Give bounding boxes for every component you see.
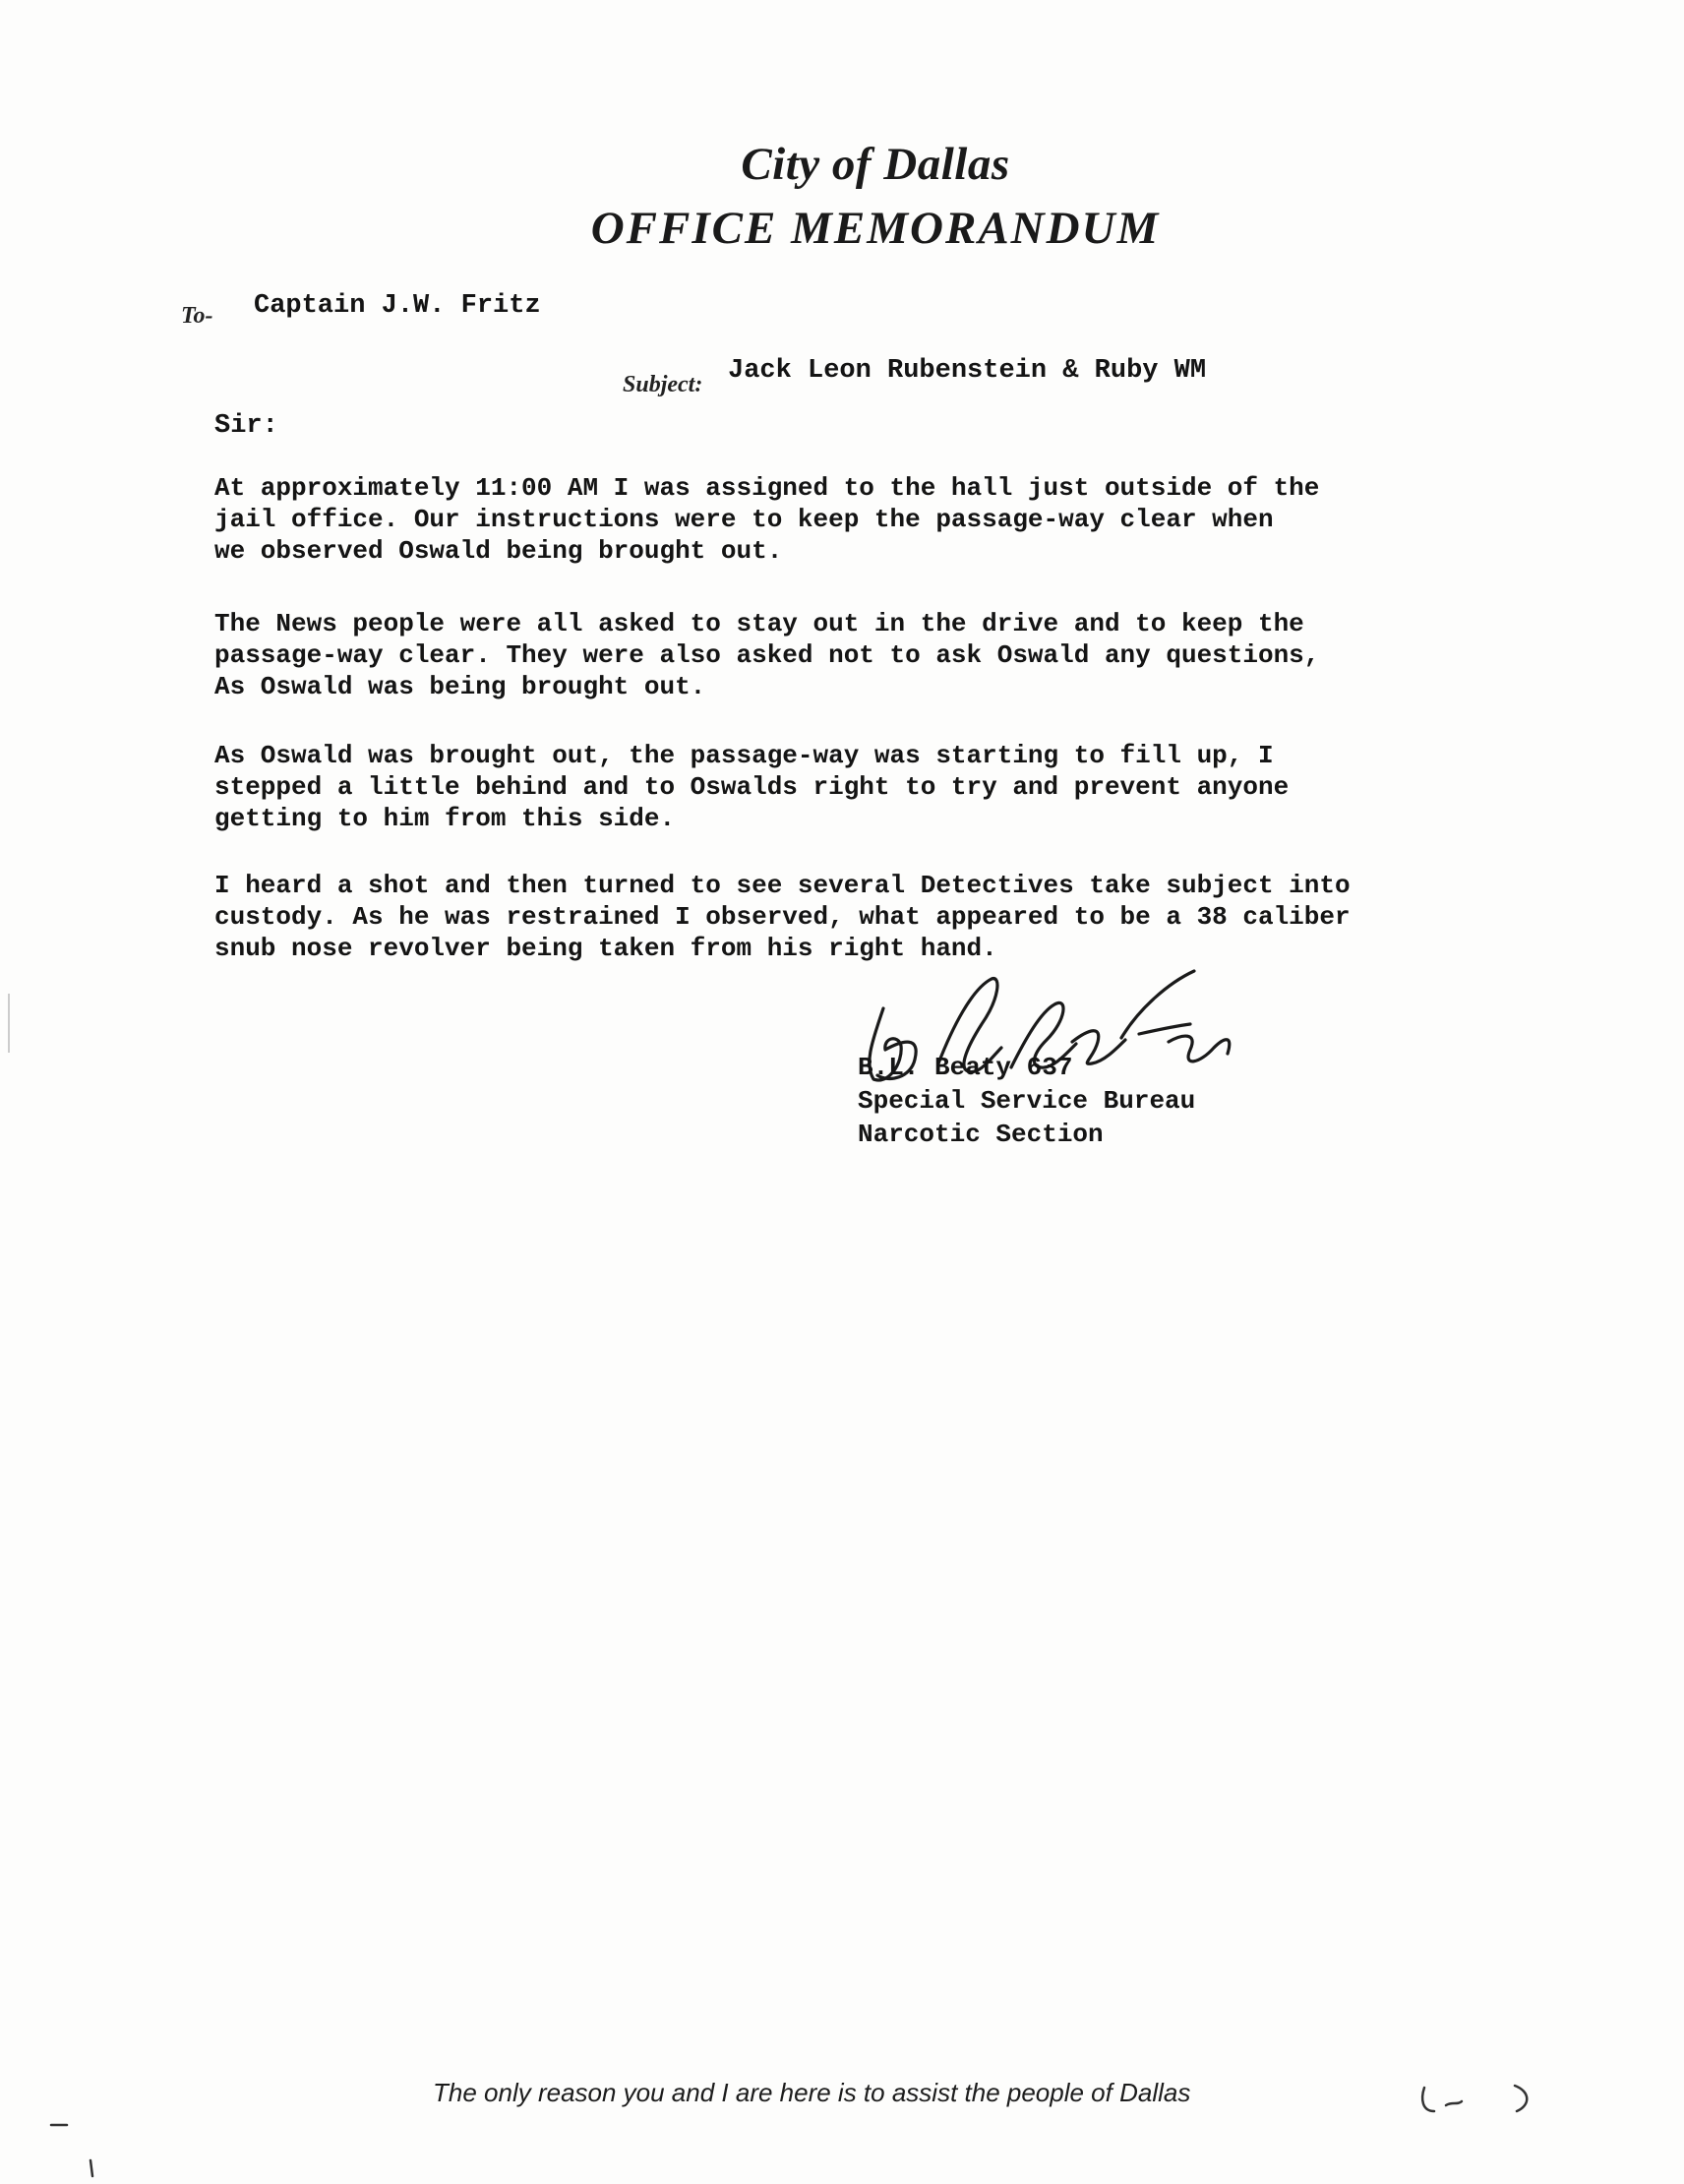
- letterhead-city: City of Dallas: [741, 139, 1010, 190]
- paragraph-line: we observed Oswald being brought out.: [214, 536, 783, 566]
- paragraph-line: jail office. Our instructions were to keep the passage-way clear when: [214, 505, 1274, 534]
- body-paragraph-4: [214, 870, 1351, 964]
- paragraph-line: stepped a little behind and to Oswalds right to try and prevent anyone: [214, 772, 1290, 802]
- paragraph-line: The News people were all asked to stay out in the drive and to keep the: [214, 609, 1304, 638]
- paragraph-line: As Oswald was being brought out.: [214, 672, 706, 701]
- paragraph-line: As Oswald was brought out, the passage-way was starting to fill up, I: [214, 741, 1274, 770]
- to-value: Captain J.W. Fritz: [254, 291, 541, 321]
- body-paragraph-1: [214, 472, 1319, 567]
- to-label: To-: [181, 303, 213, 329]
- footer-motto: The only reason you and I are here is to assist the people of Dallas: [433, 2078, 1191, 2107]
- salutation: Sir:: [214, 411, 278, 441]
- subject-label: Subject:: [623, 372, 703, 397]
- paragraph-line: getting to him from this side.: [214, 804, 676, 833]
- signer-name: B.L. Beaty 637: [858, 1053, 1073, 1082]
- paragraph-line: At approximately 11:00 AM I was assigned to the hall just outside of the: [214, 473, 1320, 503]
- body-paragraph-3: [214, 740, 1289, 834]
- paragraph-line: custody. As he was restrained I observed, what appeared to be a 38 caliber: [214, 902, 1351, 932]
- signer-unit: Special Service Bureau: [858, 1086, 1196, 1116]
- subject-value: Jack Leon Rubenstein & Ruby WM: [728, 356, 1207, 386]
- letterhead-title: OFFICE MEMORANDUM: [590, 203, 1161, 254]
- signer-section: Narcotic Section: [858, 1120, 1104, 1149]
- paragraph-line: I heard a shot and then turned to see several Detectives take subject into: [214, 871, 1351, 900]
- paragraph-line: snub nose revolver being taken from his right hand.: [214, 934, 997, 963]
- signature-block: [858, 1051, 1195, 1151]
- paragraph-line: passage-way clear. They were also asked not to ask Oswald any questions,: [214, 640, 1320, 670]
- body-paragraph-2: [214, 608, 1319, 702]
